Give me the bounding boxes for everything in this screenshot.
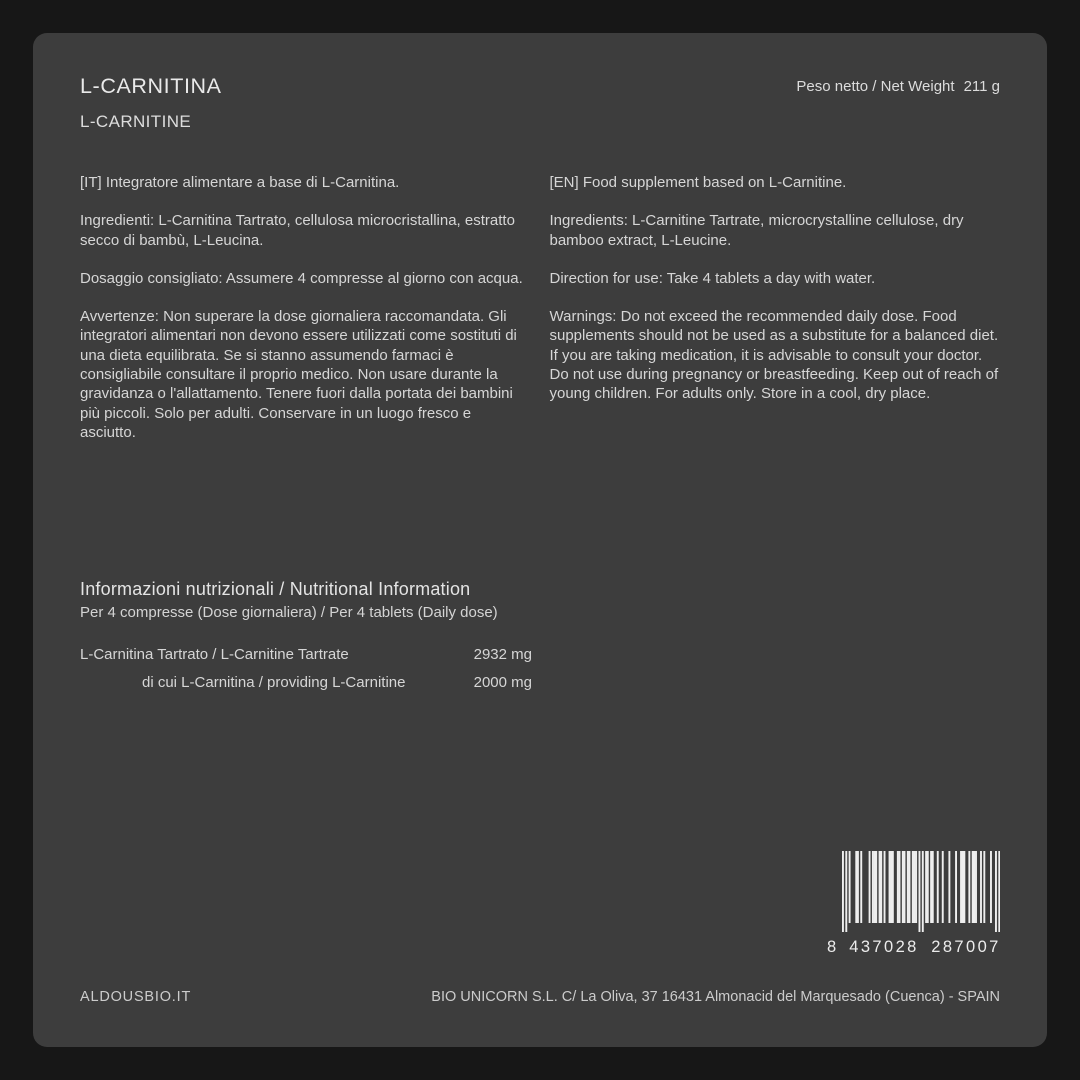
paragraph-it-warnings: Avvertenze: Non superare la dose giornaliera raccomandata. Gli integratori alimentari non devono essere utilizzati come sostituti di una dieta equilibrata. Se si stanno assumendo farmaci è consigliabile consultare il proprio medico. Non usare durante la gravidanza o l'allattamento. Tenere fuori dalla portata dei bambini più piccoli. Solo per adulti. Conservare in un luogo fresco e asciutto. <box>80 308 517 441</box>
product-title-english: L-CARNITINE <box>80 111 192 131</box>
barcode-digit-first: 8 <box>827 938 837 956</box>
table-row <box>80 645 532 664</box>
product-title-italian: L-CARNITINA <box>80 74 222 98</box>
paragraph-it-dosage: Dosaggio consigliato: Assumere 4 compresse al giorno con acqua. <box>80 269 523 287</box>
nutrition-table <box>80 645 532 692</box>
website-text: ALDOUSBIO.IT <box>80 989 192 1005</box>
table-row <box>80 673 532 692</box>
paragraph-en-warnings: Warnings: Do not exceed the recommended daily dose. Food supplements should not be used as a substitute for a balanced diet. If you are taking medication, it is advisable to consult your doctor. Do not use during pregnancy or breastfeeding. Keep out of reach of young children. For adults only. Store in a cool, dry place. <box>549 308 999 403</box>
paragraph-it-intro: [IT] Integratore alimentare a base di L-Carnitina. <box>80 174 400 191</box>
nutrient-label: L-Carnitina Tartrato / L-Carnitine Tartrate <box>80 646 349 663</box>
nutrition-subheading: Per 4 compresse (Dose giornaliera) / Per 4 tablets (Daily dose) <box>80 604 498 621</box>
barcode <box>827 851 1001 958</box>
manufacturer-address: BIO UNICORN S.L. C/ La Oliva, 37 16431 Almonacid del Marquesado (Cuenca) - SPAIN <box>431 989 1000 1005</box>
nutrient-value: 2000 mg <box>473 674 532 691</box>
nutrition-section <box>80 578 532 692</box>
net-weight-label: Peso netto / Net Weight <box>796 78 955 95</box>
net-weight <box>796 78 1000 95</box>
column-english <box>550 173 1001 461</box>
barcode-bars <box>842 851 1000 937</box>
body-columns <box>80 173 1000 461</box>
paragraph-en-ingredients: Ingredients: L-Carnitine Tartrate, microcrystalline cellulose, dry bamboo extract, L-Leucine. <box>549 212 964 249</box>
product-label-card <box>33 33 1047 1047</box>
footer <box>80 989 1000 1005</box>
barcode-number <box>827 938 1001 958</box>
barcode-digits-left: 437028 <box>849 938 919 956</box>
nutrient-value: 2932 mg <box>473 646 532 663</box>
net-weight-value: 211 g <box>963 78 1000 95</box>
barcode-digits-right: 287007 <box>931 938 1001 956</box>
nutrition-heading: Informazioni nutrizionali / Nutritional Information <box>80 579 471 599</box>
nutrient-label: di cui L-Carnitina / providing L-Carnitine <box>142 674 406 691</box>
paragraph-en-directions: Direction for use: Take 4 tablets a day with water. <box>549 269 876 287</box>
title-block <box>80 75 222 131</box>
paragraph-it-ingredients: Ingredienti: L-Carnitina Tartrato, cellulosa microcristallina, estratto secco di bambù, L-Leucina. <box>80 212 515 249</box>
column-italian <box>80 173 531 461</box>
paragraph-en-intro: [EN] Food supplement based on L-Carnitine. <box>549 174 847 191</box>
